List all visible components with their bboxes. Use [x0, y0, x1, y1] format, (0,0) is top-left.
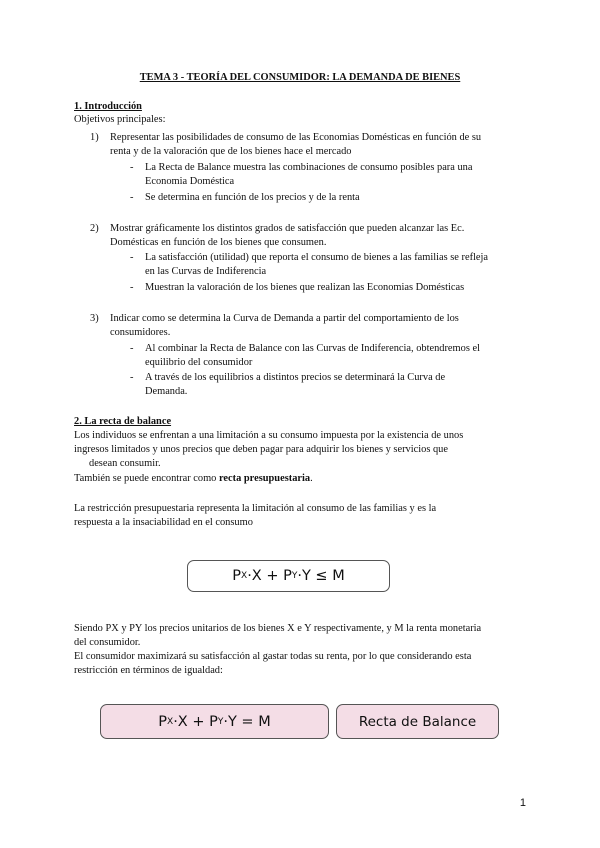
- recta-de-balance-label: Recta de Balance: [358, 713, 477, 730]
- dash-bullet: -: [130, 343, 134, 354]
- item3-line2: consumidores.: [110, 327, 171, 338]
- formula2-mid: ·X + P: [173, 713, 218, 730]
- formula1-sub-x: X: [241, 571, 248, 581]
- item3-sub1-line2: equilibrio del consumidor: [145, 357, 253, 368]
- item2-line2: Domésticas en función de los bienes que consumen.: [110, 237, 327, 248]
- dash-bullet: -: [130, 282, 134, 293]
- item1-line2: renta y de la valoración que de los bienes hace el mercado: [110, 146, 352, 157]
- formula2-sub-x: X: [167, 716, 174, 727]
- section2-p3-line2: del consumidor.: [74, 637, 141, 648]
- item3-number: 3): [90, 313, 99, 324]
- item3-sub2-line2: Demanda.: [145, 386, 188, 397]
- formula2-sub-y: Y: [217, 716, 224, 727]
- formula2-rest: ·Y = M: [223, 713, 271, 730]
- section1-heading: 1. Introducción: [74, 101, 142, 112]
- dash-bullet: -: [130, 372, 134, 383]
- section2-heading: 2. La recta de balance: [74, 416, 172, 427]
- item1-line1: Representar las posibilidades de consumo de las Economias Domésticas en función de su: [110, 132, 482, 143]
- recta-presupuestaria-term: recta presupuestaria: [218, 473, 311, 484]
- formula1-sub-y: Y: [291, 571, 298, 581]
- section2-p1-last-prefix: También se puede encontrar como: [74, 473, 219, 484]
- section2-p2-line1: La restricción presupuestaria representa la limitación al consumo de las familias y es la: [74, 503, 437, 514]
- page-number: 1: [519, 797, 526, 809]
- dash-bullet: -: [130, 252, 134, 263]
- item1-number: 1): [90, 132, 99, 143]
- item3-line1: Indicar como se determina la Curva de Demanda a partir del comportamiento de los: [110, 313, 459, 324]
- item3-sub1-line1: Al combinar la Recta de Balance con las Curvas de Indiferencia, obtendremos el: [145, 343, 480, 354]
- objectives-intro: Objetivos principales:: [74, 114, 166, 125]
- item1-sub1-line1: La Recta de Balance muestra las combinaciones de consumo posibles para una: [145, 162, 473, 173]
- item2-line1: Mostrar gráficamente los distintos grados de satisfacción que pueden alcanzar las Ec.: [110, 223, 465, 234]
- formula1-rest: ·Y ≤ M: [297, 568, 345, 584]
- dash-bullet: -: [130, 192, 134, 203]
- item2-number: 2): [90, 223, 99, 234]
- section2-p1-line1: Los individuos se enfrentan a una limitación a su consumo impuesta por la existencia de unos: [74, 430, 464, 441]
- section2-p1-line3: desean consumir.: [89, 458, 161, 469]
- section2-p3-line1: Siendo PX y PY los precios unitarios de los bienes X e Y respectivamente, y M la renta monetaria: [74, 623, 482, 634]
- budget-equation-box: [100, 704, 329, 739]
- formula1-mid: ·X + P: [247, 568, 292, 584]
- section2-p2-line2: respuesta a la insaciabilidad en el consumo: [74, 517, 253, 528]
- item2-sub2-line1: Muestran la valoración de los bienes que realizan las Economias Domésticas: [145, 282, 465, 293]
- section2-p3-line4: restricción en términos de igualdad:: [74, 665, 223, 676]
- budget-inequality-box: [187, 560, 390, 592]
- section2-p1-last-suffix: .: [310, 473, 313, 484]
- recta-de-balance-label-box: [336, 704, 499, 739]
- item3-sub2-line1: A través de los equilibrios a distintos precios se determinará la Curva de: [145, 372, 446, 383]
- section2-p3-line3: El consumidor maximizará su satisfacción al gastar todas su renta, por lo que considerando esta: [74, 651, 472, 662]
- formula1-p: P: [232, 568, 242, 584]
- item2-sub1-line1: La satisfacción (utilidad) que reporta el consumo de bienes a las familias se refleja: [145, 252, 489, 263]
- section2-p1-line2: ingresos limitados y unos precios que deben pagar para adquirir los bienes y servicios que: [74, 444, 448, 455]
- formula2-p: P: [158, 713, 168, 730]
- page-title: TEMA 3 - TEORÍA DEL CONSUMIDOR: LA DEMANDA DE BIENES: [139, 72, 461, 83]
- section2-p1-last: [74, 472, 313, 485]
- dash-bullet: -: [130, 162, 134, 173]
- item2-sub1-line2: en las Curvas de Indiferencia: [145, 266, 267, 277]
- item1-sub1-line2: Economia Doméstica: [145, 176, 235, 187]
- item1-sub2-line1: Se determina en función de los precios y de la renta: [145, 192, 360, 203]
